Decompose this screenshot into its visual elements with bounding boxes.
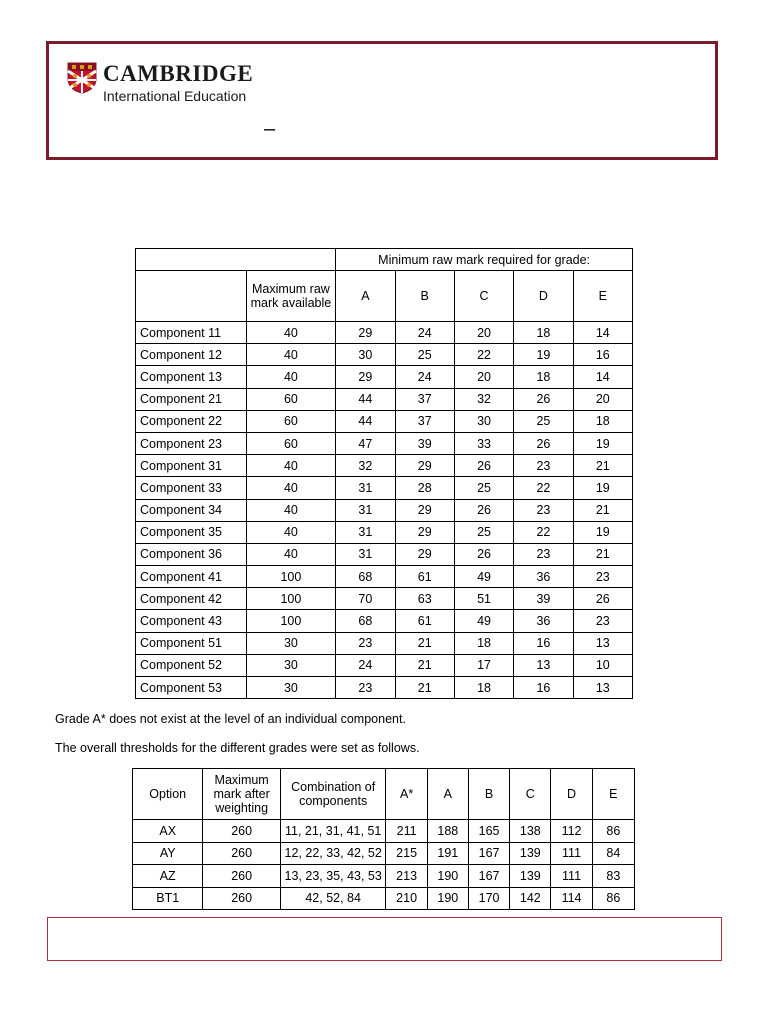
mark-cell: 215 [386, 842, 427, 865]
option-header: Option [133, 769, 203, 820]
mark-cell: 170 [468, 887, 509, 910]
component-name-cell: Component 41 [136, 566, 247, 588]
mark-cell: 260 [203, 887, 280, 910]
grade-header: D [551, 769, 592, 820]
component-thresholds-table [135, 248, 633, 699]
mark-cell: 44 [336, 410, 395, 432]
mark-cell: 21 [573, 499, 632, 521]
mark-cell: 14 [573, 366, 632, 388]
mark-cell: 31 [336, 499, 395, 521]
grade-header: A [427, 769, 468, 820]
mark-cell: 21 [395, 677, 454, 699]
mark-cell: 47 [336, 432, 395, 454]
mark-cell: 17 [454, 654, 513, 676]
mark-cell: 30 [246, 677, 336, 699]
mark-cell: 83 [592, 865, 634, 888]
component-name-cell: Component 21 [136, 388, 247, 410]
mark-cell: 26 [573, 588, 632, 610]
mark-cell: 25 [514, 410, 573, 432]
mark-cell: 14 [573, 322, 632, 344]
mark-cell: 100 [246, 566, 336, 588]
mark-cell: 84 [592, 842, 634, 865]
mark-cell: 139 [510, 865, 551, 888]
mark-cell: 190 [427, 865, 468, 888]
grade-header: E [592, 769, 634, 820]
mark-cell: 260 [203, 842, 280, 865]
mark-cell: 139 [510, 842, 551, 865]
mark-cell: 23 [514, 543, 573, 565]
mark-cell: 25 [454, 477, 513, 499]
mark-cell: 21 [395, 654, 454, 676]
mark-cell: 36 [514, 566, 573, 588]
mark-cell: 32 [454, 388, 513, 410]
mark-cell: 22 [454, 344, 513, 366]
mark-cell: 10 [573, 654, 632, 676]
component-name-cell: Component 33 [136, 477, 247, 499]
table-row [133, 865, 635, 888]
mark-cell: 30 [336, 344, 395, 366]
mark-cell: 86 [592, 820, 634, 843]
option-cell: AY [133, 842, 203, 865]
max-mark-header: Maximum raw mark available [246, 271, 336, 322]
mark-cell: 40 [246, 455, 336, 477]
mark-cell: 19 [514, 344, 573, 366]
mark-cell: 30 [246, 632, 336, 654]
mark-cell: 68 [336, 566, 395, 588]
mark-cell: 138 [510, 820, 551, 843]
mark-cell: 100 [246, 610, 336, 632]
grade-header: B [468, 769, 509, 820]
mark-cell: 28 [395, 477, 454, 499]
mark-cell: 111 [551, 842, 592, 865]
mark-cell: 63 [395, 588, 454, 610]
mark-cell: 167 [468, 865, 509, 888]
component-name-cell: Component 31 [136, 455, 247, 477]
table-row [136, 566, 633, 588]
mark-cell: 25 [454, 521, 513, 543]
mark-cell: 40 [246, 543, 336, 565]
mark-cell: 30 [246, 654, 336, 676]
mark-cell: 21 [395, 632, 454, 654]
mark-cell: 111 [551, 865, 592, 888]
mark-cell: 112 [551, 820, 592, 843]
mark-cell: 13 [573, 632, 632, 654]
cambridge-logo [67, 62, 253, 105]
mark-cell: 37 [395, 410, 454, 432]
combination-cell: 13, 23, 35, 43, 53 [280, 865, 386, 888]
mark-cell: 31 [336, 477, 395, 499]
empty-header-cell [136, 249, 336, 271]
mark-cell: 19 [573, 521, 632, 543]
mark-cell: 70 [336, 588, 395, 610]
mark-cell: 16 [573, 344, 632, 366]
mark-cell: 61 [395, 610, 454, 632]
mark-cell: 16 [514, 677, 573, 699]
mark-cell: 20 [454, 322, 513, 344]
component-name-cell: Component 13 [136, 366, 247, 388]
combination-header: Combination of components [280, 769, 386, 820]
component-name-cell: Component 22 [136, 410, 247, 432]
mark-cell: 100 [246, 588, 336, 610]
mark-cell: 32 [336, 455, 395, 477]
component-name-cell: Component 52 [136, 654, 247, 676]
mark-cell: 25 [395, 344, 454, 366]
mark-cell: 23 [336, 632, 395, 654]
max-weighted-header: Maximum mark after weighting [203, 769, 280, 820]
table-row [136, 366, 633, 388]
mark-cell: 60 [246, 388, 336, 410]
grade-header: A* [386, 769, 427, 820]
option-cell: BT1 [133, 887, 203, 910]
mark-cell: 39 [395, 432, 454, 454]
table-row [136, 632, 633, 654]
brand-name: CAMBRIDGE [103, 61, 254, 86]
component-name-cell: Component 43 [136, 610, 247, 632]
mark-cell: 86 [592, 887, 634, 910]
mark-cell: 40 [246, 322, 336, 344]
mark-cell: 260 [203, 820, 280, 843]
header-box [46, 41, 718, 160]
mark-cell: 60 [246, 432, 336, 454]
mark-cell: 211 [386, 820, 427, 843]
mark-cell: 24 [336, 654, 395, 676]
mark-cell: 26 [454, 543, 513, 565]
component-name-cell: Component 42 [136, 588, 247, 610]
cambridge-shield-icon [67, 62, 97, 94]
mark-cell: 29 [395, 455, 454, 477]
table-row [136, 521, 633, 543]
mark-cell: 20 [573, 388, 632, 410]
table-row [136, 610, 633, 632]
option-cell: AZ [133, 865, 203, 888]
mark-cell: 29 [395, 521, 454, 543]
component-name-cell: Component 23 [136, 432, 247, 454]
mark-cell: 29 [395, 543, 454, 565]
component-name-cell: Component 51 [136, 632, 247, 654]
mark-cell: 18 [514, 322, 573, 344]
table-row [136, 322, 633, 344]
mark-cell: 31 [336, 543, 395, 565]
mark-cell: 13 [514, 654, 573, 676]
mark-cell: 37 [395, 388, 454, 410]
mark-cell: 165 [468, 820, 509, 843]
mark-cell: 260 [203, 865, 280, 888]
mark-cell: 167 [468, 842, 509, 865]
table-row [136, 344, 633, 366]
mark-cell: 36 [514, 610, 573, 632]
mark-cell: 18 [573, 410, 632, 432]
mark-cell: 20 [454, 366, 513, 388]
mark-cell: 18 [514, 366, 573, 388]
table-row [136, 499, 633, 521]
mark-cell: 18 [454, 677, 513, 699]
grade-header: A [336, 271, 395, 322]
table-row [136, 477, 633, 499]
grade-header: E [573, 271, 632, 322]
mark-cell: 31 [336, 521, 395, 543]
mark-cell: 40 [246, 344, 336, 366]
mark-cell: 22 [514, 521, 573, 543]
mark-cell: 44 [336, 388, 395, 410]
footer-box [47, 917, 722, 961]
mark-cell: 26 [454, 455, 513, 477]
grade-header: C [510, 769, 551, 820]
component-name-cell: Component 12 [136, 344, 247, 366]
mark-cell: 68 [336, 610, 395, 632]
mark-cell: 40 [246, 521, 336, 543]
component-name-cell: Component 11 [136, 322, 247, 344]
mark-cell: 29 [336, 322, 395, 344]
table-row [136, 432, 633, 454]
mark-cell: 40 [246, 366, 336, 388]
mark-cell: 23 [514, 455, 573, 477]
mark-cell: 23 [336, 677, 395, 699]
grade-header: D [514, 271, 573, 322]
table-row [133, 887, 635, 910]
mark-cell: 40 [246, 477, 336, 499]
mark-cell: 13 [573, 677, 632, 699]
table-row [136, 654, 633, 676]
mark-cell: 29 [336, 366, 395, 388]
mark-cell: 60 [246, 410, 336, 432]
grade-header: B [395, 271, 454, 322]
component-name-cell: Component 34 [136, 499, 247, 521]
mark-cell: 23 [514, 499, 573, 521]
table-row [136, 588, 633, 610]
component-name-cell: Component 36 [136, 543, 247, 565]
mark-cell: 49 [454, 566, 513, 588]
table-row [133, 842, 635, 865]
component-name-cell: Component 35 [136, 521, 247, 543]
mark-cell: 24 [395, 366, 454, 388]
combination-cell: 12, 22, 33, 42, 52 [280, 842, 386, 865]
mark-cell: 21 [573, 455, 632, 477]
mark-cell: 114 [551, 887, 592, 910]
table-row [136, 543, 633, 565]
mark-cell: 21 [573, 543, 632, 565]
table-row [136, 455, 633, 477]
mark-cell: 23 [573, 610, 632, 632]
option-cell: AX [133, 820, 203, 843]
astar-note: Grade A* does not exist at the level of an individual component. [55, 712, 406, 726]
mark-cell: 22 [514, 477, 573, 499]
table-row [136, 677, 633, 699]
mark-cell: 142 [510, 887, 551, 910]
mark-cell: 210 [386, 887, 427, 910]
mark-cell: 26 [514, 388, 573, 410]
mark-cell: 33 [454, 432, 513, 454]
mark-cell: 61 [395, 566, 454, 588]
mark-cell: 40 [246, 499, 336, 521]
mark-cell: 51 [454, 588, 513, 610]
mark-cell: 30 [454, 410, 513, 432]
grade-header: C [454, 271, 513, 322]
title-dash: – [264, 118, 276, 140]
mark-cell: 49 [454, 610, 513, 632]
mark-cell: 191 [427, 842, 468, 865]
mark-cell: 188 [427, 820, 468, 843]
mark-cell: 26 [454, 499, 513, 521]
mark-cell: 26 [514, 432, 573, 454]
overall-note: The overall thresholds for the different grades were set as follows. [55, 741, 420, 755]
table-row [136, 388, 633, 410]
mark-cell: 16 [514, 632, 573, 654]
mark-cell: 19 [573, 432, 632, 454]
option-thresholds-table [132, 768, 635, 910]
brand-subtitle: International Education [103, 88, 247, 104]
mark-cell: 19 [573, 477, 632, 499]
mark-cell: 39 [514, 588, 573, 610]
mark-cell: 29 [395, 499, 454, 521]
table-row [136, 410, 633, 432]
table-row [133, 820, 635, 843]
mark-cell: 23 [573, 566, 632, 588]
mark-cell: 18 [454, 632, 513, 654]
mark-cell: 213 [386, 865, 427, 888]
combination-cell: 42, 52, 84 [280, 887, 386, 910]
component-name-cell: Component 53 [136, 677, 247, 699]
group-header: Minimum raw mark required for grade: [336, 249, 633, 271]
combination-cell: 11, 21, 31, 41, 51 [280, 820, 386, 843]
empty-header-cell [136, 271, 247, 322]
mark-cell: 24 [395, 322, 454, 344]
mark-cell: 190 [427, 887, 468, 910]
